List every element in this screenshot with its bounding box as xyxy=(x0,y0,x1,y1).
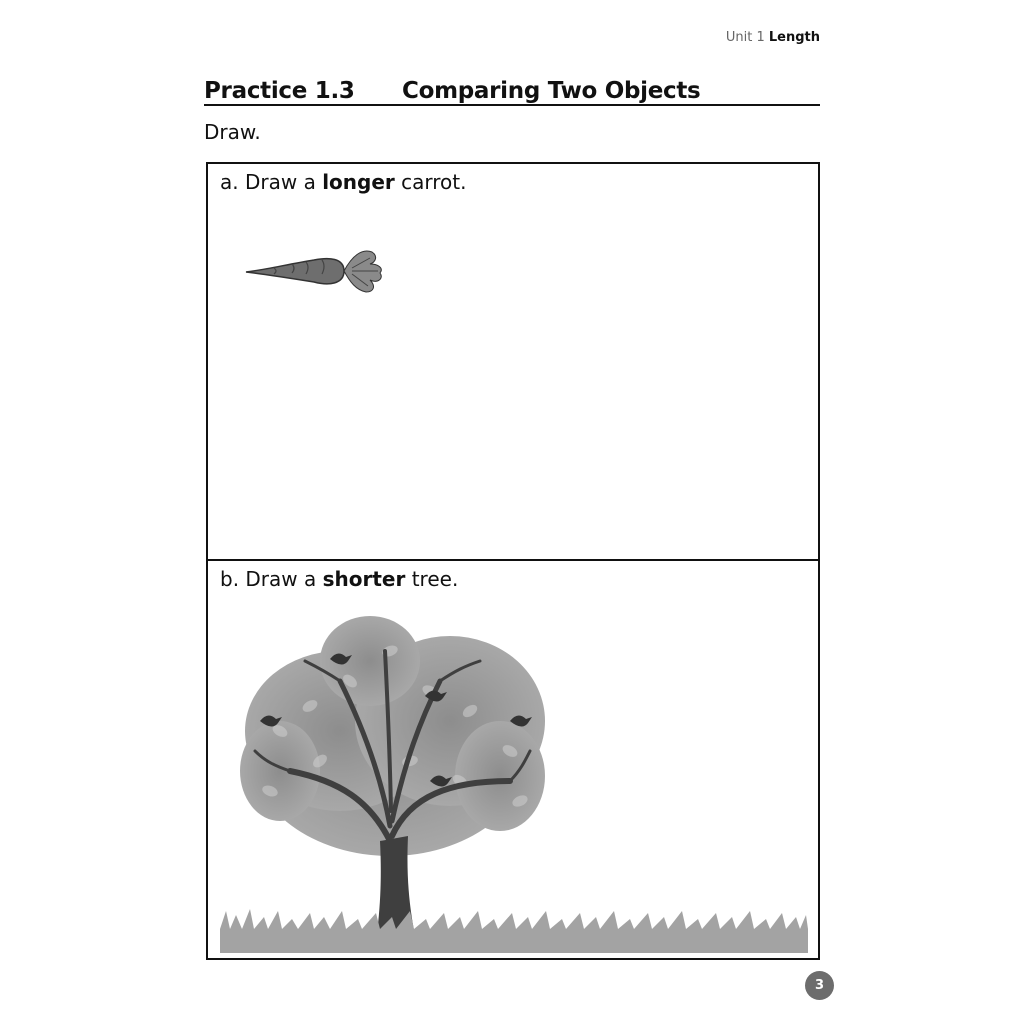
practice-heading: Comparing Two Objects xyxy=(402,78,701,104)
question-a-emphasis: longer xyxy=(322,170,395,194)
unit-label: Unit 1 xyxy=(725,30,765,45)
question-a-prefix: a. Draw a xyxy=(220,170,323,194)
question-b-emphasis: shorter xyxy=(322,567,406,591)
topic-label: Length xyxy=(768,30,820,45)
instruction-text: Draw. xyxy=(204,120,261,144)
question-b xyxy=(220,567,458,591)
carrot-icon xyxy=(244,246,394,296)
page-number-badge: 3 xyxy=(805,971,834,1000)
practice-number: Practice 1.3 xyxy=(204,78,355,104)
tree-icon xyxy=(220,611,808,953)
question-a xyxy=(220,170,466,194)
question-a-suffix: carrot. xyxy=(394,170,467,194)
unit-header xyxy=(726,30,820,45)
question-b-prefix: b. Draw a xyxy=(220,567,323,591)
question-b-suffix: tree. xyxy=(405,567,459,591)
drawing-box-a[interactable] xyxy=(206,162,820,563)
page-title xyxy=(204,74,820,106)
drawing-box-b[interactable] xyxy=(206,559,820,960)
